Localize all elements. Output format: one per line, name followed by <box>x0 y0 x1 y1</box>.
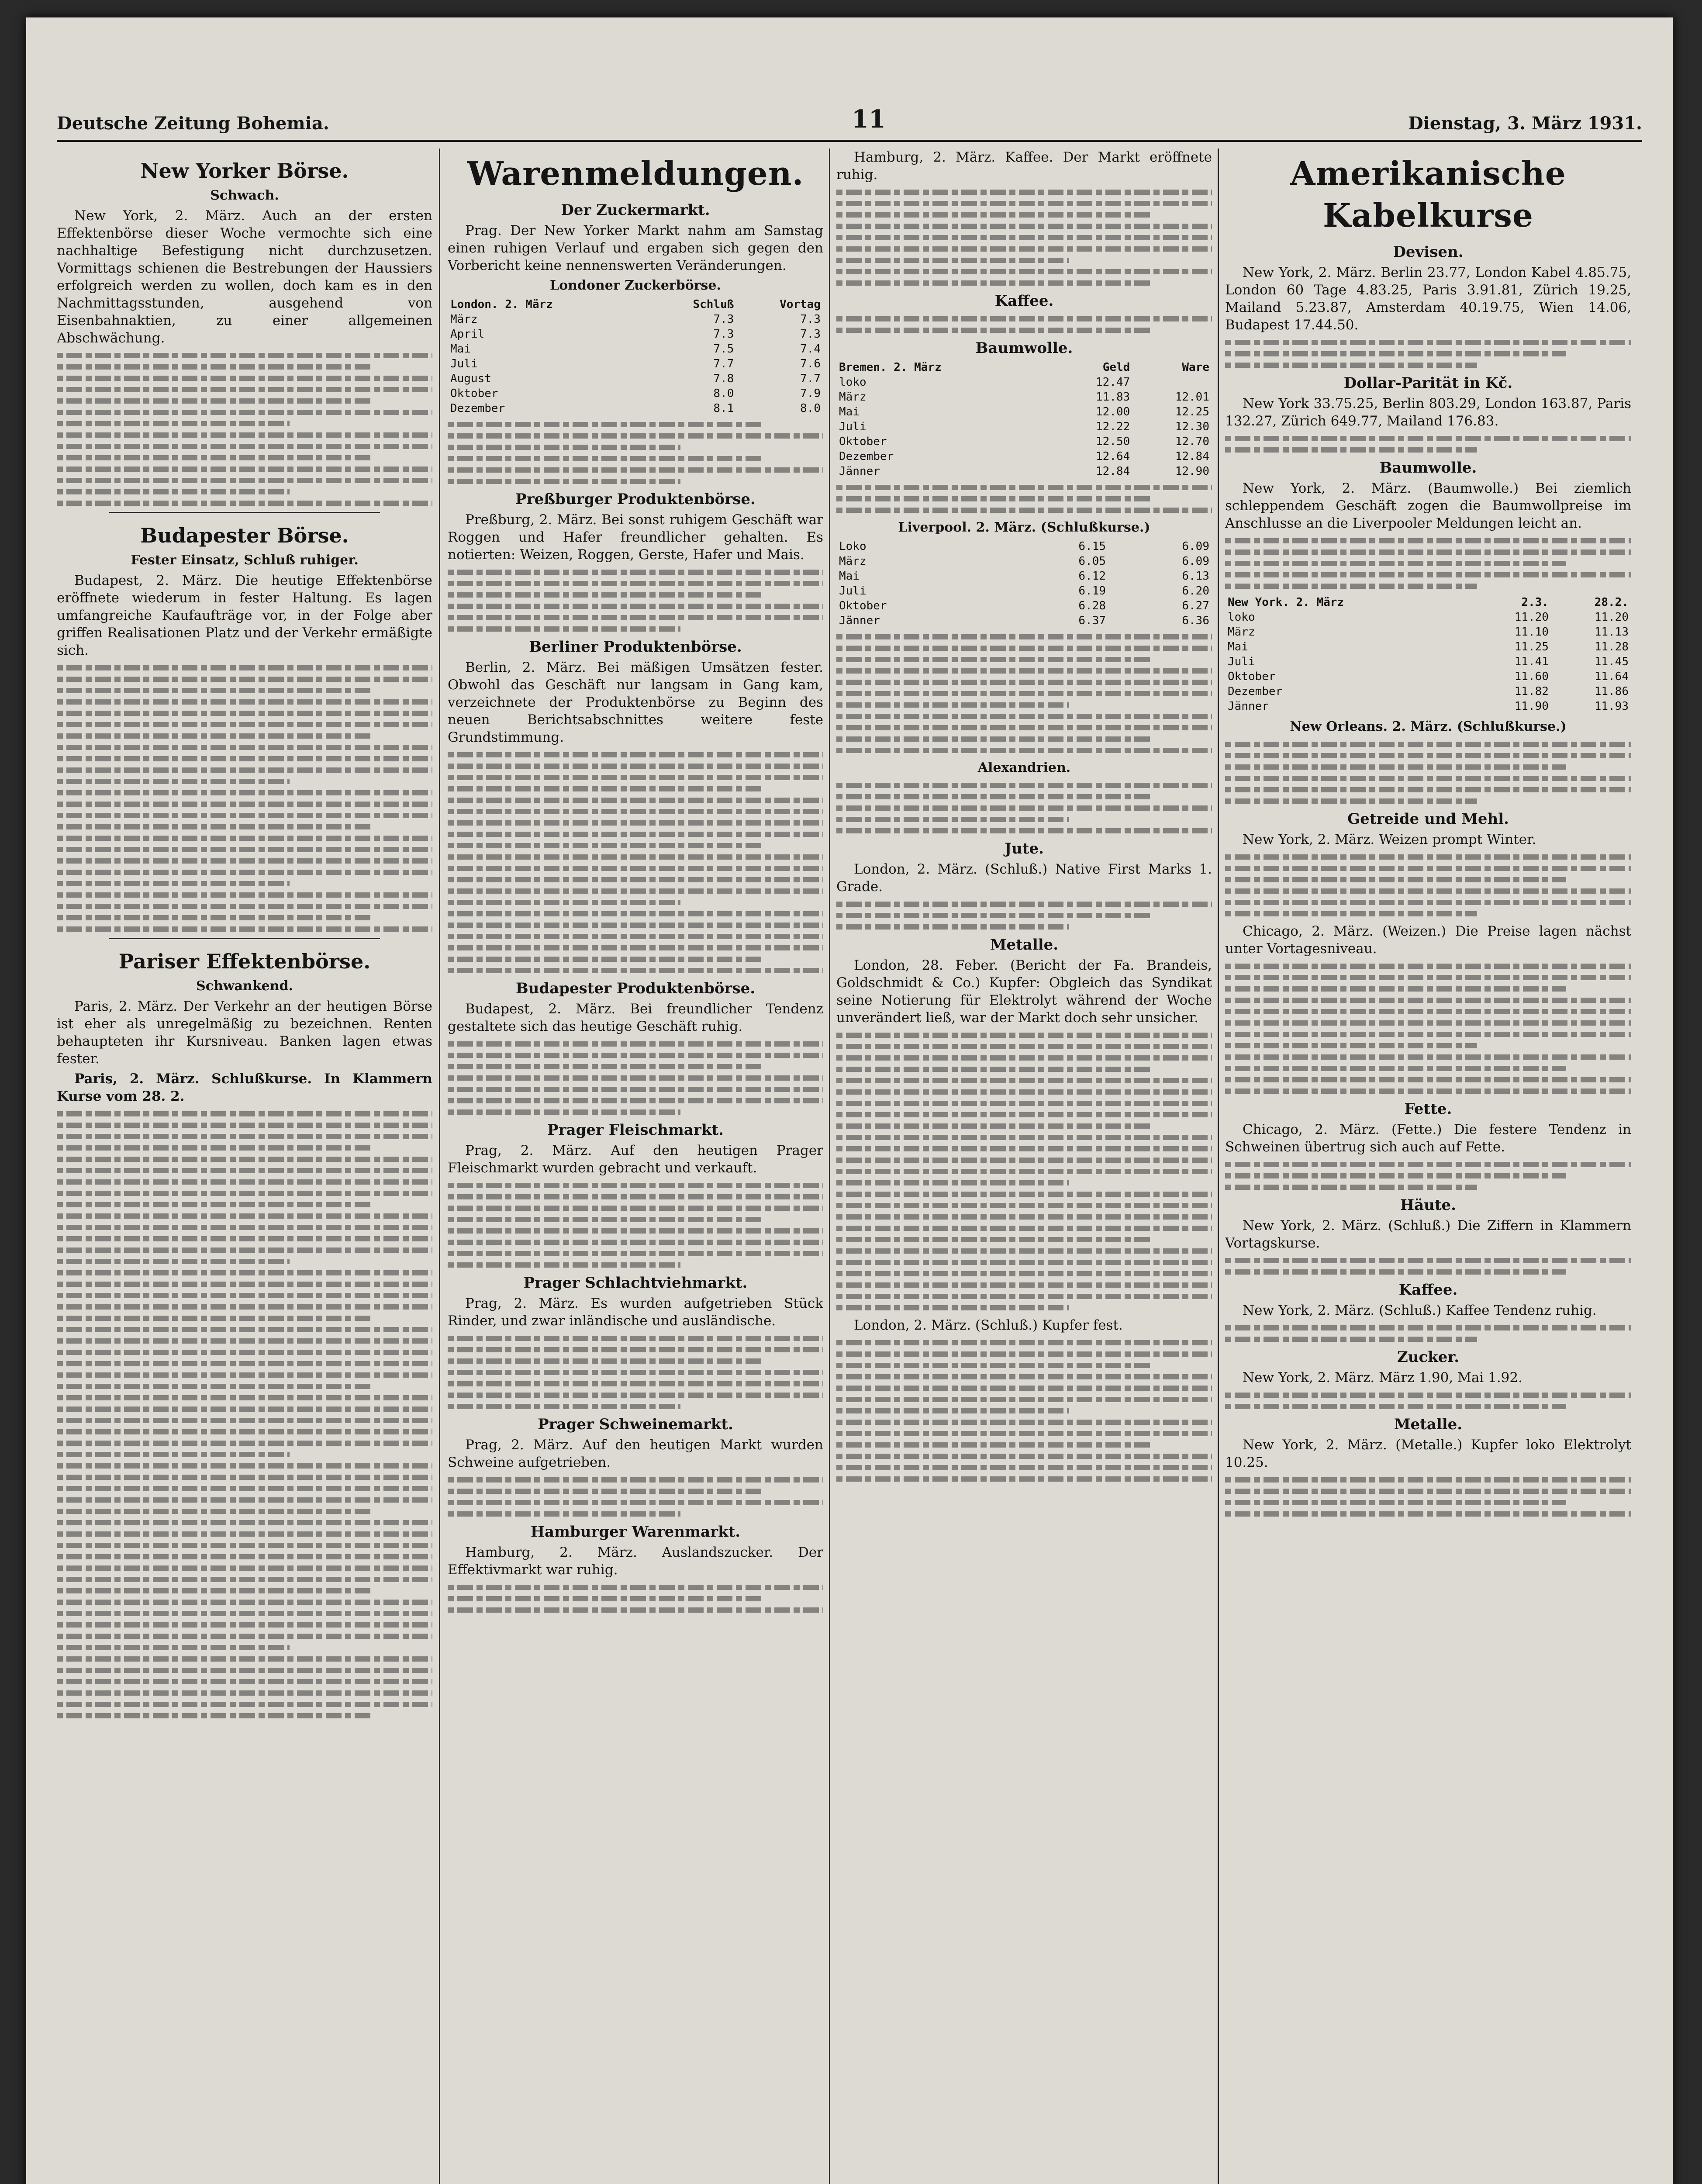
table-row <box>448 342 823 356</box>
cell: 11.83 <box>1096 390 1130 404</box>
cell: März <box>1228 625 1255 639</box>
cell: 6.28 <box>1078 599 1106 612</box>
cell: 8.0 <box>800 402 821 415</box>
cell: 6.13 <box>1182 570 1209 583</box>
section-title: Budapester Produktenbörse. <box>515 980 756 997</box>
dense-quote-lines <box>1225 854 1631 916</box>
section-divider <box>109 512 380 513</box>
dense-quote-lines <box>448 1183 823 1268</box>
dense-quote-lines <box>1225 964 1631 1094</box>
dense-quote-lines <box>836 902 1212 930</box>
cell: März <box>450 313 478 326</box>
column-rule <box>829 149 830 2184</box>
article-paragraph: New York, 2. März. (Schluß.) Kaffee Tendenz ruhig. <box>1243 1303 1597 1318</box>
table-header-row <box>836 360 1212 375</box>
table-header-row <box>448 297 823 312</box>
cell: 11.20 <box>1594 611 1629 624</box>
dense-quote-lines <box>448 752 823 973</box>
cell: Jänner <box>839 465 880 478</box>
dense-quote-lines <box>448 570 823 632</box>
cell: 8.0 <box>713 387 734 400</box>
section-title: Preßburger Produktenbörse. <box>515 491 756 508</box>
header-cell: Ware <box>1182 361 1209 374</box>
article-paragraph: London, 28. Feber. (Bericht der Fa. Brandeis, Goldschmidt & Co.) Kupfer: Obgleich das Syndikat seine Notierung für Elektrolyt während der Woche unverändert ließ, war der Markt doch sehr unsicher. <box>836 957 1212 1026</box>
dense-quote-lines <box>448 1477 823 1517</box>
section-title-ny-boerse: New Yorker Börse. <box>140 159 349 183</box>
cell: Mai <box>450 342 471 356</box>
cell: Juli <box>839 420 867 433</box>
section-title: Berliner Produktenbörse. <box>529 638 742 656</box>
table-row <box>448 356 823 371</box>
section-title: Zucker. <box>1397 1348 1460 1366</box>
cell: 6.09 <box>1182 540 1209 553</box>
article-paragraph: London, 2. März. (Schluß.) Native First Marks 1. Grade. <box>836 861 1212 895</box>
cell: 7.9 <box>800 387 821 400</box>
table-row <box>1225 699 1631 714</box>
section-subtitle: Schwach. <box>210 188 279 203</box>
table-header-row <box>1225 595 1631 610</box>
column-1 <box>57 149 432 2184</box>
table-title: Londoner Zuckerbörse. <box>550 278 721 293</box>
cell: 11.41 <box>1514 655 1549 668</box>
cell: Mai <box>839 570 860 583</box>
dense-quote-lines <box>1225 436 1631 453</box>
header-cell: Geld <box>1102 361 1130 374</box>
cell: 11.20 <box>1514 611 1549 624</box>
cell: 6.27 <box>1182 599 1209 612</box>
cell: 12.84 <box>1096 465 1130 478</box>
article-paragraph: Preßburg, 2. März. Bei sonst ruhigem Geschäft war Roggen und Hafer freundlicher gehalten. Es notierten: Weizen, Roggen, Gerste, Hafer und Mais. <box>448 512 823 563</box>
header-cell: 28.2. <box>1594 596 1629 609</box>
cell: 6.15 <box>1078 540 1106 553</box>
cell: Mai <box>839 405 860 418</box>
dense-quote-lines <box>836 316 1212 333</box>
header-cell: Vortag <box>780 298 821 311</box>
section-title: Jute. <box>1005 840 1044 857</box>
cell: 7.7 <box>713 357 734 370</box>
section-title: Devisen. <box>1393 243 1464 261</box>
dense-quote-lines <box>836 1033 1212 1310</box>
dense-quote-lines <box>57 665 432 932</box>
paper-name: Deutsche Zeitung Bohemia. <box>57 113 329 134</box>
cotton-bremen-table <box>836 360 1212 479</box>
masthead <box>57 92 1642 142</box>
cell: 12.47 <box>1096 376 1130 389</box>
dense-quote-lines <box>1225 1258 1631 1275</box>
section-title: Häute. <box>1400 1196 1457 1214</box>
section-subtitle: Schwankend. <box>196 978 293 994</box>
cell: Oktober <box>839 435 887 448</box>
dense-quote-lines <box>836 1340 1212 1482</box>
cell: 6.09 <box>1182 555 1209 568</box>
cell: 11.28 <box>1594 640 1629 653</box>
cell: Juli <box>450 357 478 370</box>
cell: 12.01 <box>1175 390 1209 404</box>
table-row <box>836 613 1212 628</box>
cell: 11.64 <box>1594 670 1629 683</box>
header-cell: Bremen. 2. März <box>839 361 942 374</box>
section-title: Dollar-Parität in Kč. <box>1343 374 1513 392</box>
table-row <box>1225 684 1631 699</box>
table-row <box>1225 639 1631 654</box>
cotton-newyork-table <box>1225 595 1631 714</box>
table-row <box>836 419 1212 434</box>
cell: 12.25 <box>1175 405 1209 418</box>
article-paragraph: New York, 2. März. Berlin 23.77, London Kabel 4.85.75, London 60 Tage 4.83.25, Paris 3.91.81, Zürich 19.25, Mailand 5.23.87, Amsterdam 40.19.75, Wien 14.06, Budapest 17.44.50. <box>1225 265 1631 333</box>
cell: 7.8 <box>713 372 734 385</box>
article-paragraph: New York, 2. März. (Schluß.) Die Ziffern in Klammern Vortagskurse. <box>1225 1218 1631 1251</box>
section-title: Getreide und Mehl. <box>1347 810 1509 828</box>
section-subtitle: Fester Einsatz, Schluß ruhiger. <box>131 553 359 568</box>
table-row <box>1225 610 1631 625</box>
article-paragraph: Paris, 2. März. Der Verkehr an der heutigen Börse ist eher als unregelmäßig zu bezeichnen. Renten behaupteten ihr Kursniveau. Banken lagen etwas fester. <box>57 999 432 1067</box>
cell: 7.7 <box>800 372 821 385</box>
article-paragraph: New York, 2. März. März 1.90, Mai 1.92. <box>1243 1370 1522 1386</box>
dense-quote-lines <box>1225 1393 1631 1409</box>
cell: 12.64 <box>1096 450 1130 463</box>
dense-quote-lines <box>836 783 1212 833</box>
article-paragraph: Prag. Der New Yorker Markt nahm am Samstag einen ruhigen Verlauf und ergaben sich gegen den Vorbericht keine nennenswerten Veränderungen. <box>448 223 823 273</box>
article-paragraph: Chicago, 2. März. (Fette.) Die festere Tendenz in Schweinen übertrug sich auch auf Fette. <box>1225 1122 1631 1155</box>
cell: Dezember <box>1228 685 1283 698</box>
table-row <box>1225 625 1631 639</box>
cell: 8.1 <box>713 402 734 415</box>
table-row <box>836 404 1212 419</box>
cell: 7.3 <box>800 328 821 341</box>
table-row <box>1225 654 1631 669</box>
column-4 <box>1225 149 1631 2184</box>
dense-quote-lines <box>1225 538 1631 589</box>
column-2 <box>448 149 823 2184</box>
dense-quote-lines <box>1225 742 1631 804</box>
section-title: Fette. <box>1404 1100 1452 1118</box>
table-row <box>448 386 823 401</box>
header-cell: Schluß <box>693 298 734 311</box>
cell: Mai <box>1228 640 1248 653</box>
cell: 11.60 <box>1514 670 1549 683</box>
table-row <box>836 569 1212 584</box>
table-row <box>836 539 1212 554</box>
section-title: Hamburger Warenmarkt. <box>530 1523 741 1541</box>
header-cell: London. 2. März <box>450 298 553 311</box>
table-row <box>1225 669 1631 684</box>
cell: 6.05 <box>1078 555 1106 568</box>
cell: 6.20 <box>1182 584 1209 598</box>
article-paragraph: Prag, 2. März. Auf den heutigen Prager Fleischmarkt wurden gebracht und verkauft. <box>448 1143 823 1176</box>
cell: März <box>839 390 867 404</box>
section-title: Metalle. <box>1394 1416 1463 1433</box>
cell: 7.3 <box>713 328 734 341</box>
cell: Loko <box>839 540 867 553</box>
cell: 7.3 <box>800 313 821 326</box>
cell: 6.37 <box>1078 614 1106 627</box>
cell: Oktober <box>839 599 887 612</box>
article-paragraph: Paris, 2. März. Schlußkurse. In Klammern Kurse vom 28. 2. <box>57 1071 432 1104</box>
table-row <box>836 554 1212 569</box>
table-row <box>836 598 1212 613</box>
table-title: Alexandrien. <box>977 760 1071 775</box>
cell: Dezember <box>839 450 894 463</box>
cell: 11.86 <box>1594 685 1629 698</box>
cell: 6.19 <box>1078 584 1106 598</box>
table-row <box>836 449 1212 464</box>
cell: 11.93 <box>1594 700 1629 713</box>
cell: 12.50 <box>1096 435 1130 448</box>
cell: 7.3 <box>713 313 734 326</box>
cell: 11.45 <box>1594 655 1629 668</box>
cell: 12.90 <box>1175 465 1209 478</box>
table-title: New Orleans. 2. März. (Schlußkurse.) <box>1290 719 1567 734</box>
column-rule <box>1218 149 1219 2184</box>
cotton-liverpool-table <box>836 539 1212 628</box>
table-row <box>836 584 1212 598</box>
table-row <box>836 375 1212 390</box>
cell: loko <box>839 376 867 389</box>
cell: 12.70 <box>1175 435 1209 448</box>
section-title: Der Zuckermarkt. <box>561 201 710 219</box>
cell: Dezember <box>450 402 505 415</box>
article-paragraph: Chicago, 2. März. (Weizen.) Die Preise lagen nächst unter Vortagesniveau. <box>1225 923 1631 957</box>
column-rule <box>439 149 440 2184</box>
cell: 12.22 <box>1096 420 1130 433</box>
cell: Jänner <box>1228 700 1269 713</box>
article-paragraph: New York, 2. März. Auch an der ersten Effektenbörse dieser Woche vermochte sich eine nachhaltige Befestigung nicht durchzusetzen. Vormittags schienen die Bestrebungen der Haussiers erfolgreich werden zu wollen, doch kam es in den Nachmittagsstunden, ausgehend von Eisenbahnaktien, zu einer allgemeinen Abschwächung. <box>57 208 432 346</box>
article-paragraph: New York, 2. März. Weizen prompt Winter. <box>1243 832 1536 847</box>
cell <box>1132 375 1212 390</box>
section-title: Prager Fleischmarkt. <box>547 1121 724 1139</box>
dense-quote-lines <box>1225 1477 1631 1517</box>
header-cell: New York. 2. März <box>1228 596 1344 609</box>
dense-quote-lines <box>57 1111 432 1718</box>
dense-quote-lines <box>1225 1162 1631 1190</box>
sugar-quote-table <box>448 297 823 416</box>
table-row <box>448 327 823 342</box>
table-row <box>448 312 823 327</box>
article-paragraph: Prag, 2. März. Es wurden aufgetrieben Stück Rinder, und zwar inländische und ausländische. <box>448 1296 823 1329</box>
header-cell: 2.3. <box>1521 596 1549 609</box>
section-title: Baumwolle. <box>1379 459 1477 477</box>
section-title-paris: Pariser Effektenbörse. <box>118 950 371 973</box>
article-paragraph: Hamburg, 2. März. Auslandszucker. Der Effektivmarkt war ruhig. <box>448 1545 823 1578</box>
issue-date: Dienstag, 3. März 1931. <box>1408 113 1642 134</box>
dense-quote-lines <box>836 485 1212 513</box>
article-paragraph: Berlin, 2. März. Bei mäßigen Umsätzen fester. Obwohl das Geschäft nur langsam in Gang kam, verzeichnete der Produktenbörse zu Beginn des neuen Berichtsabschnittes weitere feste Grundstimmung. <box>448 660 823 745</box>
dense-quote-lines <box>836 190 1212 286</box>
cell: Juli <box>839 584 867 598</box>
section-title: Baumwolle. <box>975 339 1073 357</box>
article-paragraph: Prag, 2. März. Auf den heutigen Markt wurden Schweine aufgetrieben. <box>448 1437 823 1470</box>
section-title: Kaffee. <box>1398 1281 1458 1299</box>
cell: 11.25 <box>1514 640 1549 653</box>
section-divider <box>109 938 380 939</box>
table-title: Liverpool. 2. März. (Schlußkurse.) <box>898 520 1150 535</box>
column-3 <box>836 149 1212 2184</box>
article-paragraph: Budapest, 2. März. Die heutige Effektenbörse eröffnete wiederum in fester Haltung. Es lagen umfangreiche Kaufaufträge vor, in der Folge aber griffen Realisationen Platz und der Verkehr ermäßigte sich. <box>57 573 432 658</box>
article-paragraph: New York, 2. März. (Baumwolle.) Bei ziemlich schleppendem Geschäft zogen die Baumwollpreise im Anschlusse an die Liverpooler Meldungen leicht an. <box>1225 480 1631 531</box>
cell: 11.10 <box>1514 625 1549 639</box>
cell: Oktober <box>450 387 498 400</box>
table-row <box>836 464 1212 479</box>
cell: 11.13 <box>1594 625 1629 639</box>
dense-quote-lines <box>57 353 432 506</box>
cell: 11.90 <box>1514 700 1549 713</box>
cell: Oktober <box>1228 670 1276 683</box>
cell: 12.00 <box>1096 405 1130 418</box>
article-paragraph: Budapest, 2. März. Bei freundlicher Tendenz gestaltete sich das heutige Geschäft ruhig. <box>448 1001 823 1034</box>
article-paragraph: Hamburg, 2. März. Kaffee. Der Markt eröffnete ruhig. <box>836 149 1212 183</box>
dense-quote-lines <box>448 1585 823 1613</box>
cell: Jänner <box>839 614 880 627</box>
table-row <box>836 434 1212 449</box>
dense-quote-lines <box>1225 1325 1631 1342</box>
section-title: Kaffee. <box>994 292 1054 310</box>
dense-quote-lines <box>448 1336 823 1409</box>
cell: 7.4 <box>800 342 821 356</box>
article-paragraph: London, 2. März. (Schluß.) Kupfer fest. <box>854 1317 1123 1333</box>
dense-quote-lines <box>836 634 1212 753</box>
table-row <box>448 401 823 416</box>
table-row <box>836 390 1212 404</box>
section-banner-warenmeldungen: Warenmeldungen. <box>467 155 804 193</box>
cell: 7.6 <box>800 357 821 370</box>
dense-quote-lines <box>448 1041 823 1115</box>
cell: 11.82 <box>1514 685 1549 698</box>
cell: 12.30 <box>1175 420 1209 433</box>
cell: August <box>450 372 491 385</box>
cell: April <box>450 328 485 341</box>
dense-quote-lines <box>1225 340 1631 368</box>
cell: 6.36 <box>1182 614 1209 627</box>
cell: 12.84 <box>1175 450 1209 463</box>
cell: März <box>839 555 867 568</box>
section-title-budapest: Budapester Börse. <box>140 524 349 547</box>
section-banner-kabelkurse: Amerikanische Kabelkurse <box>1290 155 1566 235</box>
cell: 7.5 <box>713 342 734 356</box>
article-paragraph: New York 33.75.25, Berlin 803.29, London 163.87, Paris 132.27, Zürich 649.77, Mailand 176.83. <box>1225 396 1631 429</box>
cell: 6.12 <box>1078 570 1106 583</box>
section-title: Prager Schweinemarkt. <box>538 1416 733 1433</box>
cell: Juli <box>1228 655 1255 668</box>
newspaper-page <box>26 17 1673 2184</box>
page-number: 11 <box>851 105 886 134</box>
cell: loko <box>1228 611 1255 624</box>
article-paragraph: New York, 2. März. (Metalle.) Kupfer loko Elektrolyt 10.25. <box>1225 1437 1631 1470</box>
dense-quote-lines <box>448 422 823 484</box>
section-title: Prager Schlachtviehmarkt. <box>523 1274 748 1292</box>
section-title: Metalle. <box>990 936 1059 954</box>
table-row <box>448 371 823 386</box>
